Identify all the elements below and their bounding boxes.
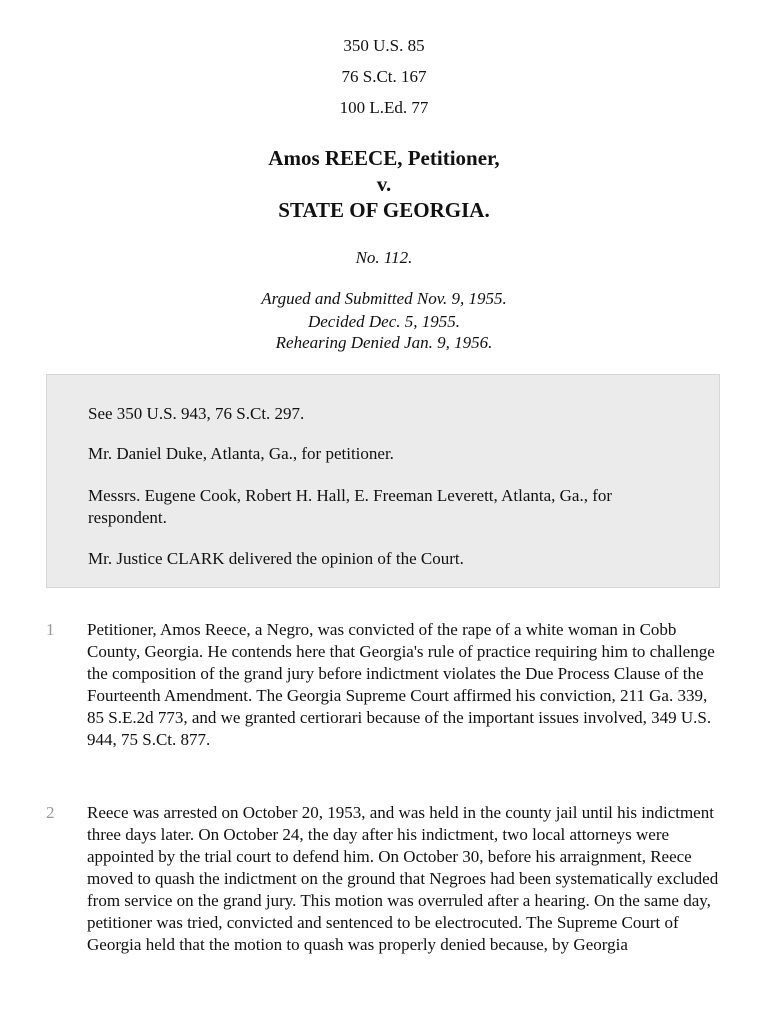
docket-number: No. 112.: [355, 248, 413, 267]
syllabus-box: [46, 374, 720, 588]
opinion-author: Mr. Justice CLARK delivered the opinion of the Court.: [88, 549, 464, 568]
case-title-versus: v.: [376, 172, 392, 196]
petitioner-counsel: Mr. Daniel Duke, Atlanta, Ga., for petitioner.: [88, 444, 394, 463]
see-also-citation: See 350 U.S. 943, 76 S.Ct. 297.: [88, 404, 305, 423]
respondent-counsel: Messrs. Eugene Cook, Robert H. Hall, E. Freeman Leverett, Atlanta, Ga., for respondent.: [88, 486, 613, 527]
citation-supreme-court-reporter: 76 S.Ct. 167: [341, 67, 427, 86]
opinion-paragraph: Petitioner, Amos Reece, a Negro, was convicted of the rape of a white woman in Cobb County, Georgia. He contends here that Georgia's rule of practice requiring him to challenge the composition of the grand jury before indictment violates the Due Process Clause of the Fourteenth Amendment. The Georgia Supreme Court affirmed his conviction, 211 Ga. 339, 85 S.E.2d 773, and we granted certiorari because of the important issues involved, 349 U.S. 944, 75 S.Ct. 877.: [87, 620, 715, 749]
case-title-petitioner: Amos REECE, Petitioner,: [268, 146, 500, 170]
decided-date: Decided Dec. 5, 1955.: [307, 312, 460, 331]
paragraph-number: 1: [46, 620, 55, 639]
case-title-respondent: STATE OF GEORGIA.: [278, 198, 490, 222]
paragraph-number: 2: [46, 803, 55, 822]
argued-date: Argued and Submitted Nov. 9, 1955.: [261, 289, 507, 308]
citation-us-reports: 350 U.S. 85: [343, 36, 425, 55]
opinion-paragraph: Reece was arrested on October 20, 1953, and was held in the county jail until his indictment three days later. On October 24, the day after his indictment, two local attorneys were appointed by the trial court to defend him. On October 30, before his arraignment, Reece moved to quash the indictment on the ground that Negroes had been systematically excluded from service on the grand jury. This motion was overruled after a hearing. On the same day, petitioner was tried, convicted and sentenced to be electrocuted. The Supreme Court of Georgia held that the motion to quash was properly denied because, by Georgia: [87, 803, 719, 954]
citation-lawyers-edition: 100 L.Ed. 77: [339, 98, 429, 117]
rehearing-date: Rehearing Denied Jan. 9, 1956.: [275, 333, 493, 352]
